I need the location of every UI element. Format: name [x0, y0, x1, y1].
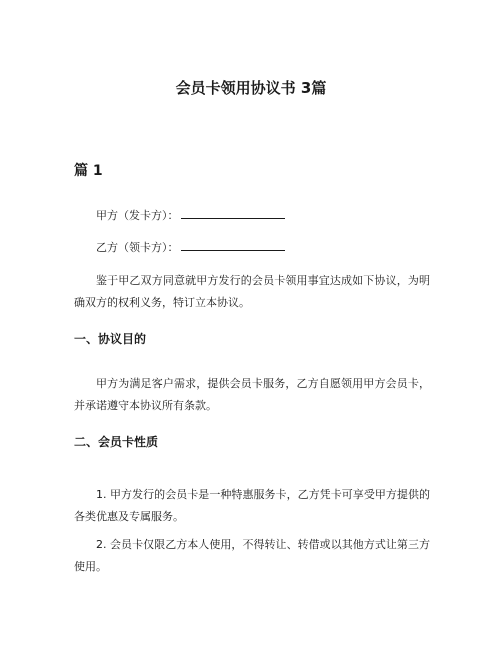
nature-paragraph-2: 2. 会员卡仅限乙方本人使用，不得转让、转借或以其他方式让第三方使用。	[74, 538, 430, 573]
party-b-field	[96, 240, 285, 256]
section-heading-purpose: 一、协议目的	[74, 332, 147, 346]
intro-paragraph: 鉴于甲乙双方同意就甲方发行的会员卡领用事宜达成如下协议，为明确双方的权利义务，特订立本协议。	[74, 274, 430, 309]
section-heading: 篇 1	[74, 163, 103, 179]
section-heading-nature: 二、会员卡性质	[74, 435, 159, 449]
purpose-paragraph: 甲方为满足客户需求，提供会员卡服务，乙方自愿领用甲方会员卡，并承诺遵守本协议所有条款。	[74, 377, 430, 412]
party-b-label: 乙方（领卡方）：	[96, 241, 179, 254]
party-a-field	[96, 208, 285, 224]
party-a-blank-line	[181, 208, 285, 219]
party-b-blank-line	[181, 240, 285, 251]
document-title: 会员卡领用协议书 3篇	[175, 79, 327, 97]
nature-paragraph-1: 1. 甲方发行的会员卡是一种特惠服务卡，乙方凭卡可享受甲方提供的各类优惠及专属服务。	[74, 488, 430, 523]
party-a-label: 甲方（发卡方）：	[96, 209, 179, 222]
